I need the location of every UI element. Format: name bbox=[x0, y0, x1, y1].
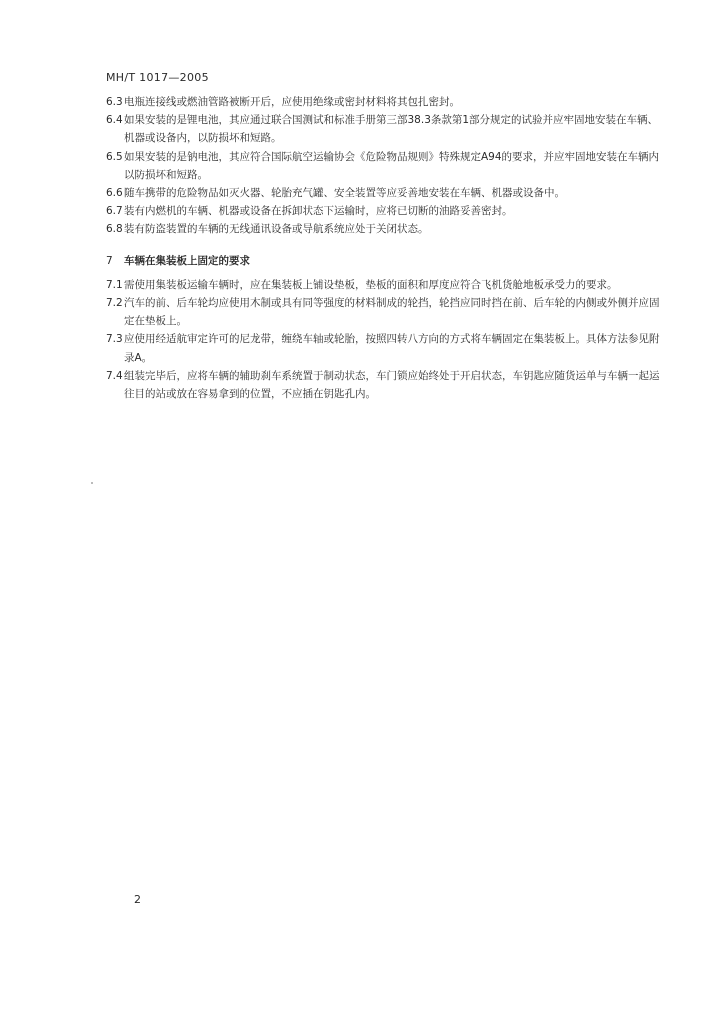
clause-text: 需使用集装板运输车辆时，应在集装板上铺设垫板，垫板的面积和厚度应符合飞机货舱地板承受力的要求。 bbox=[124, 278, 618, 291]
clause-6-3 bbox=[106, 93, 662, 111]
clause-text: 如果安装的是锂电池，其应通过联合国测试和标准手册第三部38.3条款第1部分规定的试验并应牢固地安装在车辆、机器或设备内，以防损坏和短路。 bbox=[124, 114, 659, 145]
clause-6-5 bbox=[106, 148, 662, 184]
clause-number: 7.2 bbox=[106, 297, 123, 310]
document-header: MH/T 1017—2005 bbox=[106, 71, 209, 84]
clause-6-6 bbox=[106, 184, 662, 202]
clause-text: 电瓶连接线或燃油管路被断开后，应使用绝缘或密封材料将其包扎密封。 bbox=[124, 96, 460, 108]
scan-speck bbox=[91, 482, 93, 484]
clause-number: 7.4 bbox=[106, 369, 123, 382]
clause-text: 应使用经适航审定许可的尼龙带，缠绕车轴或轮胎，按照四转八方向的方式将车辆固定在集装板上。具体方法参见附录A。 bbox=[124, 333, 660, 364]
clause-7-1 bbox=[106, 276, 662, 294]
clause-text: 装有内燃机的车辆、机器或设备在拆卸状态下运输时，应将已切断的油路妥善密封。 bbox=[124, 205, 513, 218]
clause-text: 随车携带的危险物品如灭火器、轮胎充气罐、安全装置等应妥善地安装在车辆、机器或设备中。 bbox=[124, 187, 565, 200]
section-number: 7 bbox=[106, 254, 113, 267]
clauses-section-7 bbox=[106, 276, 662, 403]
clause-number: 6.8 bbox=[106, 223, 123, 236]
clause-number: 6.6 bbox=[106, 187, 123, 200]
page-number: 2 bbox=[134, 893, 141, 906]
clause-7-3 bbox=[106, 330, 662, 366]
clauses-section-6 bbox=[106, 93, 662, 239]
clause-number: 6.3 bbox=[106, 96, 123, 108]
clause-7-2 bbox=[106, 294, 662, 330]
clause-text: 装有防盗装置的车辆的无线通讯设备或导航系统应处于关闭状态。 bbox=[124, 223, 429, 236]
section-title: 车辆在集装板上固定的要求 bbox=[124, 254, 250, 267]
clause-number: 6.4 bbox=[106, 114, 123, 127]
section-heading-7 bbox=[106, 252, 662, 270]
clause-text: 汽车的前、后车轮均应使用木制或具有同等强度的材料制成的轮挡，轮挡应同时挡在前、后车轮的内侧或外侧并应固定在垫板上。 bbox=[124, 297, 660, 328]
clause-6-7 bbox=[106, 202, 662, 220]
clause-6-8 bbox=[106, 220, 662, 238]
clause-text: 如果安装的是钠电池，其应符合国际航空运输协会《危险物品规则》特殊规定A94的要求，并应牢固地安装在车辆内以防损坏和短路。 bbox=[124, 150, 660, 181]
clause-text: 组装完毕后，应将车辆的辅助刹车系统置于制动状态，车门锁应始终处于开启状态，车钥匙应随货运单与车辆一起运往目的站或放在容易拿到的位置，不应插在钥匙孔内。 bbox=[124, 369, 660, 401]
clause-7-4 bbox=[106, 367, 662, 403]
clause-number: 7.3 bbox=[106, 333, 123, 346]
clause-number: 6.7 bbox=[106, 205, 123, 218]
clause-number: 7.1 bbox=[106, 278, 123, 291]
document-body bbox=[106, 93, 662, 403]
clause-6-4 bbox=[106, 111, 662, 147]
clause-number: 6.5 bbox=[106, 150, 123, 163]
